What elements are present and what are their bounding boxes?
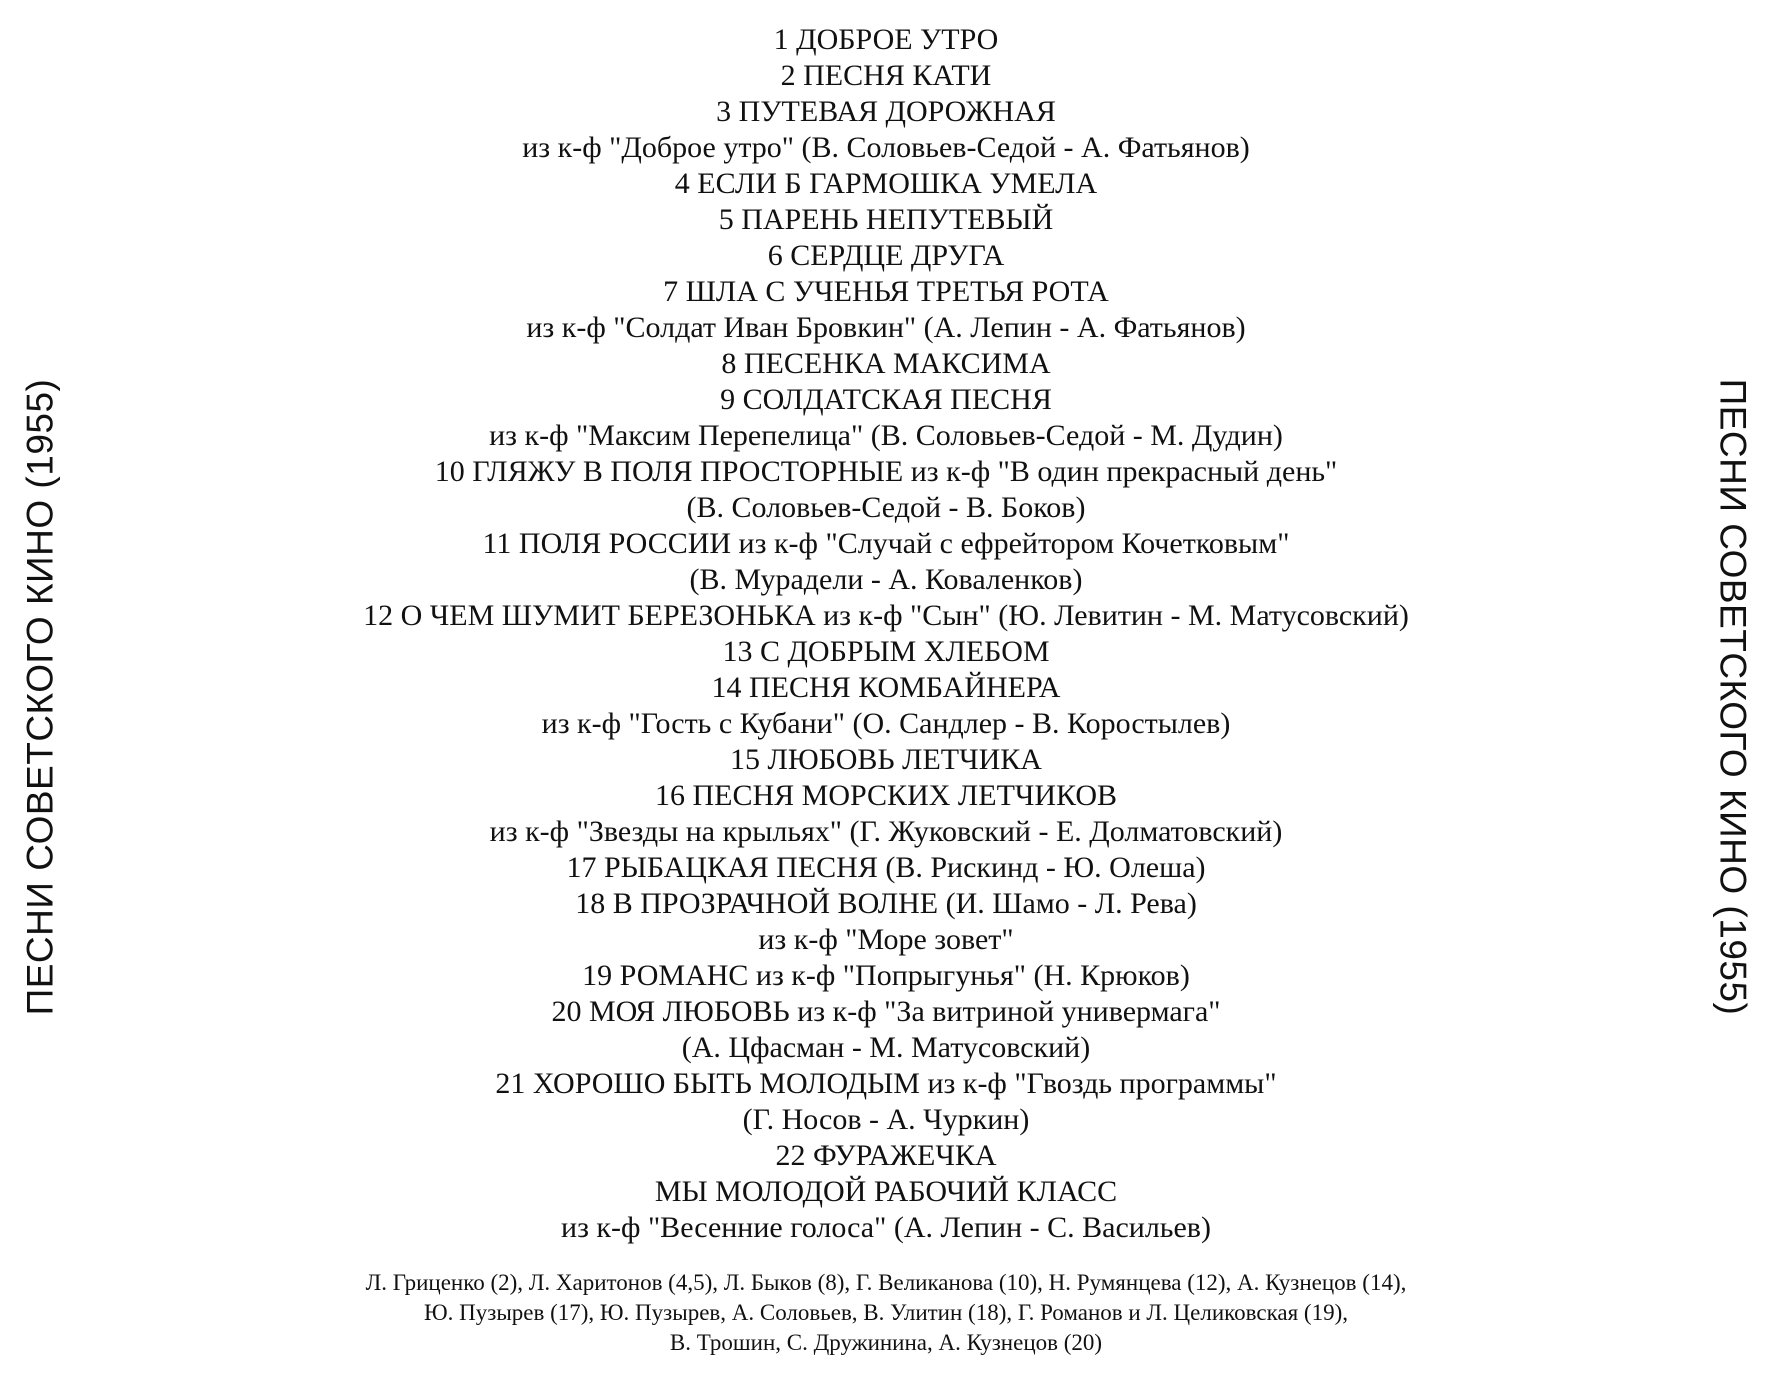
track-line: 15 ЛЮБОВЬ ЛЕТЧИКА (730, 743, 1042, 776)
track-line: 21 ХОРОШО БЫТЬ МОЛОДЫМ из к-ф "Гвоздь программы" (495, 1067, 1277, 1100)
track-line: 16 ПЕСНЯ МОРСКИХ ЛЕТЧИКОВ (654, 779, 1117, 812)
track-line: 9 СОЛДАТСКАЯ ПЕСНЯ (720, 383, 1052, 416)
track-line: 10 ГЛЯЖУ В ПОЛЯ ПРОСТОРНЫЕ из к-ф "В один прекрасный день" (434, 455, 1338, 488)
track-credit-line: (А. Цфасман - М. Матусовский) (681, 1031, 1091, 1064)
track-credit-line: из к-ф "Максим Перепелица" (В. Соловьев-Седой - М. Дудин) (489, 419, 1283, 452)
track-credit-line: из к-ф "Гость с Кубани" (О. Сандлер - В. Коростылев) (541, 707, 1231, 740)
performers-line: Ю. Пузырев (17), Ю. Пузырев, А. Соловьев, В. Улитин (18), Г. Романов и Л. Целиковская (19), (423, 1300, 1349, 1325)
track-line: 4 ЕСЛИ Б ГАРМОШКА УМЕЛА (674, 167, 1098, 200)
track-line: 11 ПОЛЯ РОССИИ из к-ф "Случай с ефрейтором Кочетковым" (482, 527, 1290, 560)
track-line: 2 ПЕСНЯ КАТИ (780, 59, 992, 92)
track-line: 17 РЫБАЦКАЯ ПЕСНЯ (В. Рискинд - Ю. Олеша) (566, 851, 1206, 884)
track-credit-line: из к-ф "Весенние голоса" (А. Лепин - С. Васильев) (561, 1211, 1211, 1244)
performers-line: Л. Гриценко (2), Л. Харитонов (4,5), Л. Быков (8), Г. Великанова (10), Н. Румянцева (12), А. Кузнецов (14), (365, 1270, 1407, 1295)
track-line: 20 МОЯ ЛЮБОВЬ из к-ф "За витриной универмага" (551, 995, 1221, 1028)
track-line: МЫ МОЛОДОЙ РАБОЧИЙ КЛАСС (654, 1175, 1118, 1208)
track-credit-line: из к-ф "Доброе утро" (В. Соловьев-Седой - А. Фатьянов) (522, 131, 1250, 164)
track-line: 5 ПАРЕНЬ НЕПУТЕВЫЙ (718, 203, 1054, 236)
track-credit-line: (В. Мурадели - А. Коваленков) (689, 563, 1083, 596)
track-credit-line: из к-ф "Море зовет" (758, 923, 1014, 956)
track-line: 14 ПЕСНЯ КОМБАЙНЕРА (711, 671, 1061, 704)
track-line: 18 В ПРОЗРАЧНОЙ ВОЛНЕ (И. Шамо - Л. Рева) (575, 887, 1197, 920)
left-spine-title: ПЕСНИ СОВЕТСКОГО КИНО (1955) (19, 378, 60, 1016)
track-line: 22 ФУРАЖЕЧКА (775, 1139, 997, 1172)
track-line: 1 ДОБРОЕ УТРО (773, 23, 999, 56)
performers-line: В. Трошин, С. Дружинина, А. Кузнецов (20) (669, 1330, 1103, 1355)
track-line: 6 СЕРДЦЕ ДРУГА (767, 239, 1005, 272)
left-spine (0, 0, 80, 1394)
track-line: 12 О ЧЕМ ШУМИТ БЕРЕЗОНЬКА из к-ф "Сын" (Ю. Левитин - М. Матусовский) (363, 599, 1409, 632)
track-list (140, 22, 1632, 1246)
track-line: 7 ШЛА С УЧЕНЬЯ ТРЕТЬЯ РОТА (663, 275, 1109, 308)
right-spine (1692, 0, 1772, 1394)
track-line: 13 С ДОБРЫМ ХЛЕБОМ (722, 635, 1050, 668)
track-credit-line: из к-ф "Звезды на крыльях" (Г. Жуковский - Е. Долматовский) (489, 815, 1283, 848)
track-credit-line: (Г. Носов - А. Чуркин) (742, 1103, 1030, 1136)
track-credit-line: (В. Соловьев-Седой - В. Боков) (686, 491, 1086, 524)
right-spine-title: ПЕСНИ СОВЕТСКОГО КИНО (1955) (1712, 378, 1753, 1016)
track-credit-line: из к-ф "Солдат Иван Бровкин" (А. Лепин - А. Фатьянов) (526, 311, 1246, 344)
track-line: 19 РОМАНС из к-ф "Попрыгунья" (Н. Крюков) (582, 959, 1190, 992)
track-line: 3 ПУТЕВАЯ ДОРОЖНАЯ (716, 95, 1056, 128)
track-line: 8 ПЕСЕНКА МАКСИМА (721, 347, 1051, 380)
performers-credits (140, 1268, 1632, 1358)
